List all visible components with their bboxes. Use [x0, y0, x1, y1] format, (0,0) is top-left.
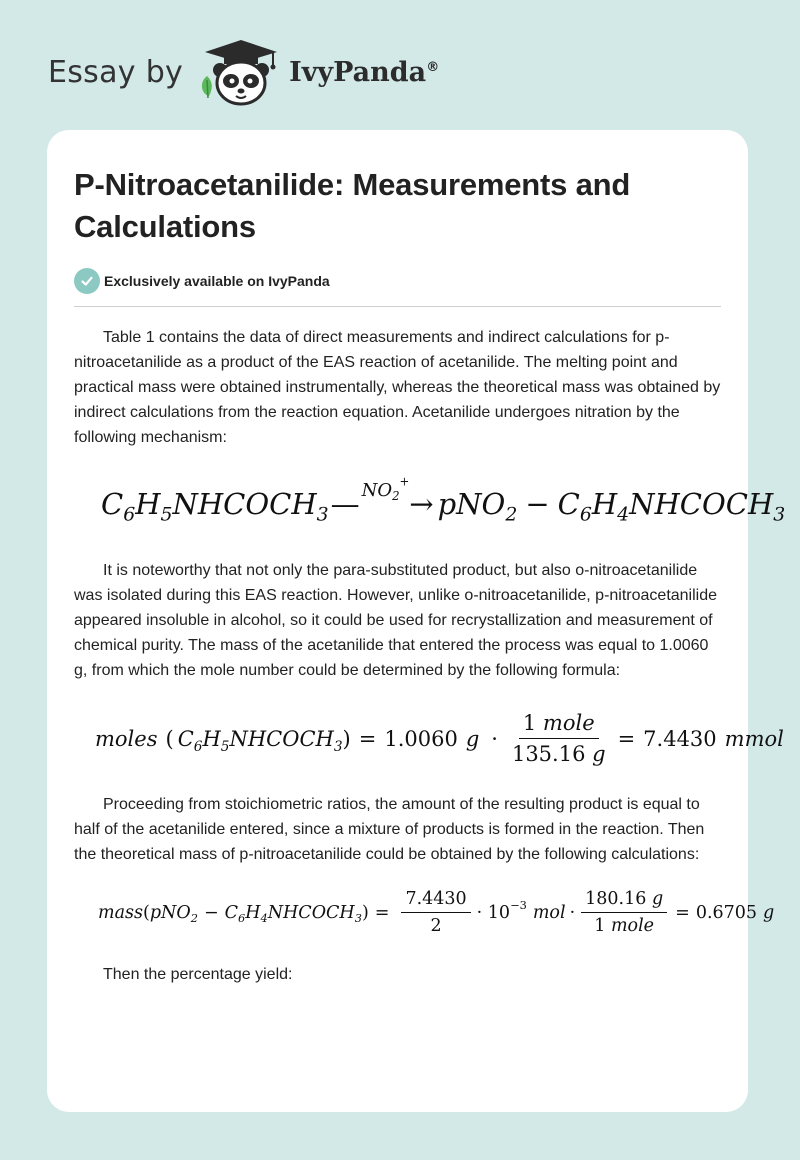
panda-logo-icon[interactable]	[197, 36, 285, 108]
equation-moles: moles ( $C_6H_5NHCOCH_3$ ) = 1.0060 g · $\frac{\text{1 mole}}{135.16 g}$ = 7.4430 mmol	[95, 711, 784, 766]
site-header	[48, 36, 439, 108]
paragraph-3: Proceeding from stoichiometric ratios, the amount of the resulting product is equal to half of the acetanilide entered, since a mixture of products is formed in the reaction. Then the theoretical mass of p-nitroacetanilide could be obtained by the following calculations:	[74, 796, 705, 863]
divider	[74, 306, 721, 307]
equation-mass: mass ( pNO$_2$ − $C_6H_4NHCOCH_3$ ) = $\frac{7.4430}{2}$ · $10^{-3}$ mol · $\frac{180.16 g}{\text{1 mole}}$ = 0.6705 g	[98, 889, 775, 936]
article-title: P-Nitroacetanilide: Measurements and Calculations	[74, 167, 631, 244]
paragraph-2: It is noteworthy that not only the para-substituted product, but also o-nitroacetanilide was isolated during this EAS reaction. However, unlike o-nitroacetanilide, p-nitroacetanilide appeared insoluble in alcohol, so it could be used for recrystallization and measurement of chemical purity. The mass of the acetanilide that entered the process was equal to 1.0060 g, from which the mole number could be determined by the following formula:	[74, 562, 718, 679]
paragraph-4: Then the percentage yield:	[103, 966, 293, 983]
paragraph-1: Table 1 contains the data of direct measurements and indirect calculations for p-nitroacetanilide as a product of the EAS reaction of acetanilide. The melting point and practical mass were obtained instrumentally, whereas the theoretical mass was obtained by indirect calculations from the reaction equation. Acetanilide undergoes nitration by the following mechanism:	[74, 329, 721, 446]
article-card	[47, 130, 786, 1112]
equation-mechanism: $C_6H_5NHCOCH_3$ — $NO_2^+$ → pNO$_2$ − $C_6H_4NHCOCH_3$	[101, 473, 786, 526]
badge-label: Exclusively available on IvyPanda	[104, 273, 330, 289]
brand-name[interactable]: IvyPanda®	[289, 56, 440, 88]
check-circle-icon	[74, 268, 100, 294]
exclusive-badge	[74, 268, 721, 294]
essay-by-label: Essay by	[48, 54, 184, 90]
